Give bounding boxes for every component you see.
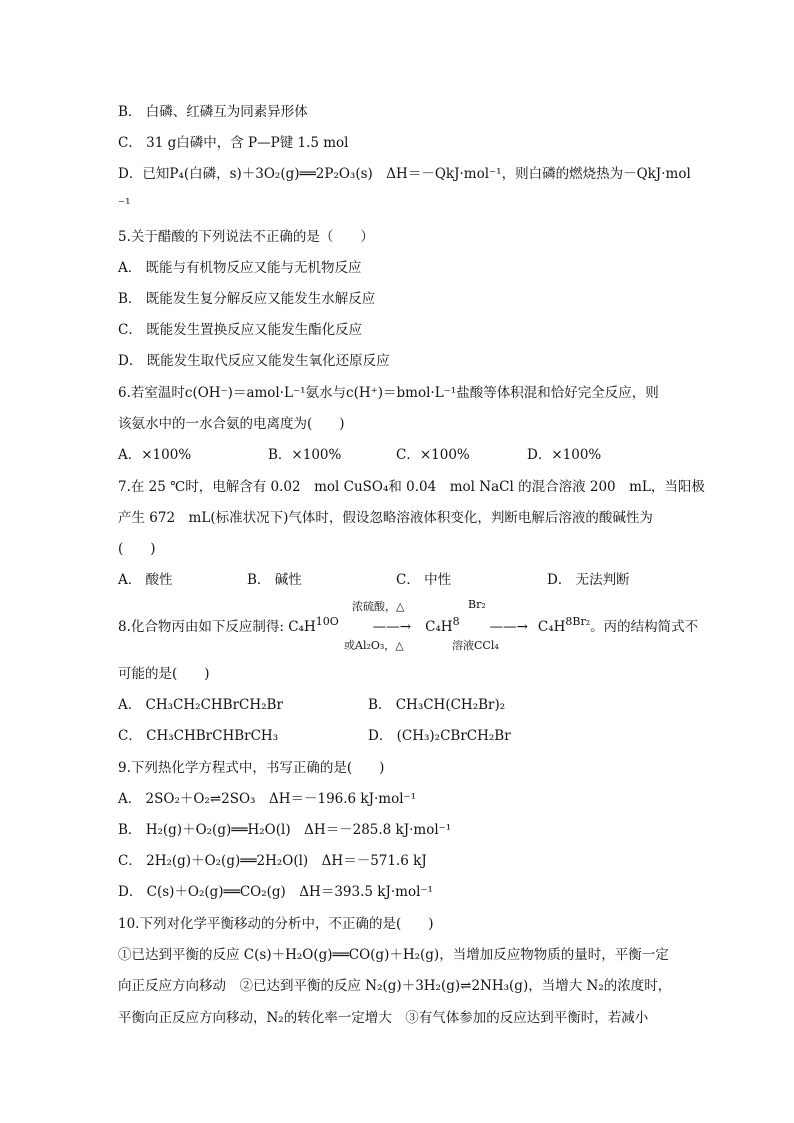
q7-option-b: B． 碱性	[247, 572, 302, 588]
q5-option-b: B． 既能发生复分解反应又能发生水解反应	[118, 291, 376, 307]
q4-option-c: C． 31 g白磷中，含 P—P键 1.5 mol	[118, 135, 349, 151]
q9-option-b: B． H₂(g)＋O₂(g)══H₂O(l) ΔH＝－285.8 kJ·mol⁻¹	[118, 822, 452, 838]
q6-stem-line2: 该氨水中的一水合氨的电离度为( )	[118, 416, 345, 432]
q7-option-a: A． 酸性	[118, 572, 173, 588]
q10-text-line2: 向正反应方向移动 ②已达到平衡的反应 N₂(g)＋3H₂(g)⇌2NH₃(g)，当增大 N₂的浓度时，	[118, 978, 672, 994]
q8-option-a: A． CH₃CH₂CHBrCH₂Br	[118, 697, 283, 713]
q7-option-d: D． 无法判断	[547, 572, 630, 588]
q5-option-a: A． 既能与有机物反应又能与无机物反应	[118, 260, 362, 276]
q7-stem-line1: 7.在 25 ℃时，电解含有 0.02 mol CuSO₄和 0.04 mol NaCl 的混合溶液 200 mL，当阳极	[118, 479, 705, 495]
q8-stem-line2: 可能的是( )	[118, 666, 210, 682]
q10-stem: 10.下列对化学平衡移动的分析中，不正确的是( )	[118, 916, 434, 932]
q8-arrow1: ——→	[372, 619, 412, 635]
q8-option-d: D． (CH₃)₂CBrCH₂Br	[368, 728, 511, 744]
q8-prefix: 8.化合物丙由如下反应制得: C₄H	[118, 619, 316, 635]
q6-option-b: B．×100%	[268, 447, 342, 463]
q5-option-d: D． 既能发生取代反应又能发生氧化还原反应	[118, 353, 390, 369]
q8-option-c: C． CH₃CHBrCHBrCH₃	[118, 728, 279, 744]
q10-text-line1: ①已达到平衡的反应 C(s)＋H₂O(g)══CO(g)＋H₂(g)，当增加反应物物质的量时，平衡一定	[118, 947, 669, 963]
q8-sub2: 8	[452, 615, 460, 628]
q4-option-d-line2: ⁻¹	[118, 196, 131, 212]
q7-stem-line3: ( )	[118, 541, 156, 557]
q10-text-line3: 平衡向正反应方向移动，N₂的转化率一定增大 ③有气体参加的反应达到平衡时，若减小	[118, 1010, 649, 1026]
q6-option-c: C．×100%	[396, 447, 470, 463]
q9-stem: 9.下列热化学方程式中，书写正确的是( )	[118, 760, 385, 776]
q8-tail: 。丙的结构简式不	[590, 619, 699, 635]
q6-option-d: D．×100%	[527, 447, 602, 463]
q4-option-d-line1: D．已知P₄(白磷，s)＋3O₂(g)══2P₂O₃(s) ΔH＝－QkJ·mol⁻¹，则白磷的燃烧热为－QkJ·mol	[118, 166, 691, 182]
q8-reagent-below-2: 溶液CCl₄	[452, 639, 499, 652]
q8-option-b: B． CH₃CH(CH₂Br)₂	[368, 697, 506, 713]
q6-option-a: A．×100%	[118, 447, 192, 463]
q8-sub1: 10O	[315, 615, 339, 628]
q5-stem: 5.关于醋酸的下列说法不正确的是（ ）	[118, 229, 374, 245]
q8-reagent-above-2: Br₂	[468, 598, 486, 611]
q8-reagent-below-1: 或Al₂O₃，△	[344, 639, 404, 652]
q6-stem-line1: 6.若室温时c(OH⁻)＝amol·L⁻¹氨水与c(H⁺)＝bmol·L⁻¹盐酸等体积混和恰好完全反应，则	[118, 385, 659, 401]
q4-option-b: B． 白磷、红磷互为同素异形体	[118, 104, 308, 120]
q9-option-d: D． C(s)＋O₂(g)══CO₂(g) ΔH＝393.5 kJ·mol⁻¹	[118, 884, 433, 900]
q8-mid: C₄H	[425, 619, 453, 635]
q7-stem-line2: 产生 672 mL(标准状况下)气体时，假设忽略溶液体积变化，判断电解后溶液的酸碱性为	[118, 510, 653, 526]
q8-sub3: 8Br₂	[565, 615, 591, 628]
q9-option-a: A． 2SO₂＋O₂⇌2SO₃ ΔH＝－196.6 kJ·mol⁻¹	[118, 791, 417, 807]
q8-stem-line1	[118, 617, 698, 638]
q5-option-c: C． 既能发生置换反应又能发生酯化反应	[118, 322, 363, 338]
q8-end: C₄H	[537, 619, 566, 635]
q7-option-c: C． 中性	[396, 572, 452, 588]
q9-option-c: C． 2H₂(g)＋O₂(g)══2H₂O(l) ΔH＝－571.6 kJ	[118, 853, 427, 869]
q8-reagent-above-1: 浓硫酸，△	[352, 600, 405, 613]
q8-arrow2: ——→	[489, 619, 528, 635]
